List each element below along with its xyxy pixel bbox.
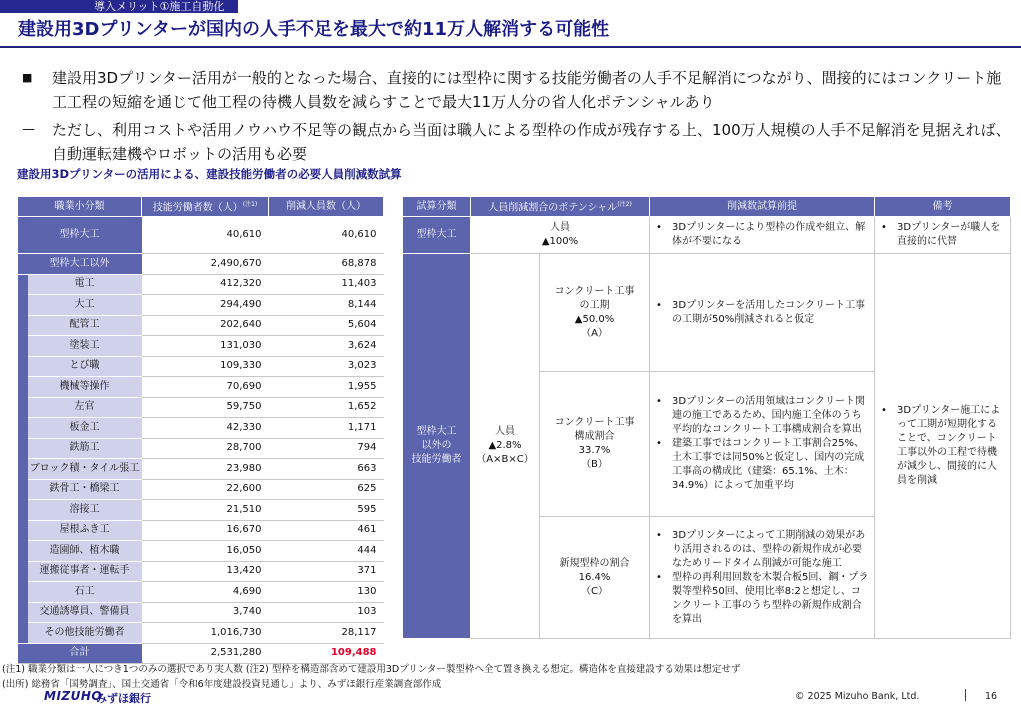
row-reduction: 595 [269, 500, 384, 521]
row-reduction: 794 [269, 438, 384, 459]
remark-formwork: • 3Dプリンターが職人を直接的に代替 [875, 217, 1011, 254]
col-header-workers: 技能労働者数（人）$^{(注1)}$ [142, 197, 269, 217]
bank-name: みずほ銀行 [96, 692, 151, 705]
premise-formwork: • 3Dプリンターにより型枠の作成や組立、解体が不要になる [650, 217, 875, 254]
row-reduction: 103 [269, 602, 384, 623]
table-row [18, 602, 384, 623]
table-row [18, 315, 384, 336]
total-row [18, 643, 384, 663]
table-row [18, 459, 384, 480]
row-name: 溶接工 [28, 500, 142, 521]
main-bullet [22, 66, 1012, 114]
mizuho-logo: MIZUHO [44, 689, 103, 703]
table-header-row [403, 197, 1011, 217]
row-workers: 40,610 [142, 217, 269, 254]
main-bullet-text: 建設用3Dプリンター活用が一般的となった場合、直接的には型枠に関する技能労働者の人手不足解消につながり、間接的にはコンクリート施工工程の短縮を通じて他工程の待機人員数を減らすことで最大11万人分の省人化ポテンシャルあり [52, 69, 1002, 111]
sub-bullet [22, 118, 1012, 166]
row-workers: 13,420 [142, 561, 269, 582]
table-row [18, 377, 384, 398]
footnotes [2, 662, 740, 692]
row-name: 石工 [28, 582, 142, 603]
col-header-premise: 削減数試算前提 [650, 197, 875, 217]
row-workers: 3,740 [142, 602, 269, 623]
row-name: ブロック積・タイル張工 [28, 459, 142, 480]
estimation-table [402, 196, 1011, 639]
table-row [18, 274, 384, 295]
table-row [18, 582, 384, 603]
row-reduction: 40,610 [269, 217, 384, 254]
row-workers: 21,510 [142, 500, 269, 521]
table-row [403, 217, 1011, 254]
row-workers: 22,600 [142, 479, 269, 500]
row-workers: 59,750 [142, 397, 269, 418]
col-header-category: 試算分類 [403, 197, 471, 217]
row-name: 運搬従事者・運転手 [28, 561, 142, 582]
row-reduction: 130 [269, 582, 384, 603]
col-header-remarks: 備考 [875, 197, 1011, 217]
row-reduction: 28,117 [269, 623, 384, 644]
page-title: 建設用3Dプリンターが国内の人手不足を最大で約11万人解消する可能性 [18, 19, 610, 40]
row-reduction: 461 [269, 520, 384, 541]
total-reduction: 109,488 [269, 643, 384, 663]
premise-factor-a: • 3Dプリンターを活用したコンクリート工事の工期が50%削減されると仮定 [650, 254, 875, 372]
row-name: 板金工 [28, 418, 142, 439]
potential-other-workers: 人員 ▲2.8% （A×B×C） [471, 254, 540, 639]
row-workers: 16,050 [142, 541, 269, 562]
potential-formwork: 人員 ▲100% [471, 217, 650, 254]
row-name: 造園師、植木職 [28, 541, 142, 562]
row-workers: 412,320 [142, 274, 269, 295]
workers-table [17, 196, 384, 664]
row-reduction: 5,604 [269, 315, 384, 336]
row-name: 配管工 [28, 315, 142, 336]
table-row [18, 356, 384, 377]
premise-factor-c: • 3Dプリンターによって工期削減の効果があり活用されるのは、型枠の新規作成が必要なためリードタイム削減が可能な施工 • 型枠の再利用回数を木製合板5回、鋼・プラ製等型枠50回、使用比率8:2と想定し、コンクリート工事のうち型枠の新規作成割合を算出 [650, 517, 875, 639]
category-formwork: 型枠大工 [403, 217, 471, 254]
row-name: とび職 [28, 356, 142, 377]
row-name: 電工 [28, 274, 142, 295]
table-row [18, 295, 384, 316]
row-name: 鉄筋工 [28, 438, 142, 459]
table-row [18, 397, 384, 418]
row-name: 機械等操作 [28, 377, 142, 398]
total-label: 合計 [18, 643, 142, 663]
row-reduction: 1,652 [269, 397, 384, 418]
row-workers: 28,700 [142, 438, 269, 459]
row-name: 交通誘導員、警備員 [28, 602, 142, 623]
table-row [18, 520, 384, 541]
row-workers: 4,690 [142, 582, 269, 603]
row-reduction: 11,403 [269, 274, 384, 295]
factor-c: 新規型枠の割合 16.4% （C） [540, 517, 650, 639]
table-row [18, 623, 384, 644]
dash-bullet-icon: — [22, 122, 35, 137]
row-workers: 16,670 [142, 520, 269, 541]
col-header-occupation: 職業小分類 [18, 197, 142, 217]
row-reduction: 663 [269, 459, 384, 480]
table-row [18, 336, 384, 357]
row-name: 大工 [28, 295, 142, 316]
row-name: 型枠大工以外 [18, 254, 142, 275]
row-name: 塗装工 [28, 336, 142, 357]
footnote-1: (注1) 職業分類は一人につき1つのみの選択であり実人数 (注2) 型枠を構造部含めて建設用3Dプリンター製型枠へ全て置き換える想定。構造体を直接建設する効果は想定せず [2, 664, 741, 675]
row-workers: 131,030 [142, 336, 269, 357]
row-workers: 2,490,670 [142, 254, 269, 275]
row-workers: 70,690 [142, 377, 269, 398]
sub-bullet-text: ただし、利用コストや活用ノウハウ不足等の観点から当面は職人による型枠の作成が残存する上、100万人規模の人手不足解消を見据えれば、自動運転建機やロボットの活用も必要 [52, 121, 1011, 163]
title-divider [0, 46, 1021, 48]
row-name: 型枠大工 [18, 217, 142, 254]
row-workers: 42,330 [142, 418, 269, 439]
table-row [18, 418, 384, 439]
col-header-potential: 人員削減割合のポテンシャル$^{(注2)}$ [471, 197, 650, 217]
table-row [18, 541, 384, 562]
row-reduction: 1,955 [269, 377, 384, 398]
row-name: その他技能労働者 [28, 623, 142, 644]
row-reduction: 68,878 [269, 254, 384, 275]
row-reduction: 444 [269, 541, 384, 562]
row-reduction: 1,171 [269, 418, 384, 439]
row-reduction: 8,144 [269, 295, 384, 316]
copyright: © 2025 Mizuho Bank, Ltd. [795, 691, 920, 702]
table-row [18, 217, 384, 254]
row-workers: 1,016,730 [142, 623, 269, 644]
row-workers: 202,640 [142, 315, 269, 336]
row-workers: 294,490 [142, 295, 269, 316]
table-header-row [18, 197, 384, 217]
section-tag: 導入メリット①施工自動化 [0, 0, 238, 13]
col-header-reduction: 削減人員数（人） [269, 197, 384, 217]
category-other-workers: 型枠大工 以外の 技能労働者 [403, 254, 471, 639]
total-workers: 2,531,280 [142, 643, 269, 663]
table-row [18, 561, 384, 582]
footer-separator [965, 689, 966, 701]
row-name: 左官 [28, 397, 142, 418]
row-workers: 109,330 [142, 356, 269, 377]
premise-factor-b: • 3Dプリンターの活用領域はコンクリート関連の施工であるため、国内施工全体のうち平均的なコンクリート工事構成割合を算出 • 建築工事ではコンクリート工事割合25%、土木工事では同50%と仮定し、国内の完成工事高の構成比（建築：65.1%、土木：34.9%）によって加重平均 [650, 372, 875, 517]
row-reduction: 625 [269, 479, 384, 500]
row-name: 鉄骨工・橋梁工 [28, 479, 142, 500]
row-reduction: 3,624 [269, 336, 384, 357]
row-reduction: 3,023 [269, 356, 384, 377]
table-row [18, 500, 384, 521]
remark-other-workers: • 3Dプリンター施工によって工期が短期化することで、コンクリート工事以外の工程で待機が減少し、間接的に人員を削減 [875, 254, 1011, 639]
factor-a: コンクリート工事 の工期 ▲50.0% （A） [540, 254, 650, 372]
factor-b: コンクリート工事 構成割合 33.7% （B） [540, 372, 650, 517]
table-subtitle: 建設用3Dプリンターの活用による、建設技能労働者の必要人員削減数試算 [17, 167, 402, 181]
row-workers: 23,980 [142, 459, 269, 480]
row-reduction: 371 [269, 561, 384, 582]
table-row [18, 438, 384, 459]
square-bullet-icon: ■ [22, 71, 33, 84]
table-row [403, 254, 1011, 372]
row-name: 屋根ふき工 [28, 520, 142, 541]
page-number: 16 [985, 691, 998, 702]
footnote-source: (出所) 総務省「国勢調査」、国土交通省「令和6年度建設投資見通し」より、みずほ銀行産業調査部作成 [2, 679, 442, 690]
table-row [18, 254, 384, 275]
table-row [18, 479, 384, 500]
